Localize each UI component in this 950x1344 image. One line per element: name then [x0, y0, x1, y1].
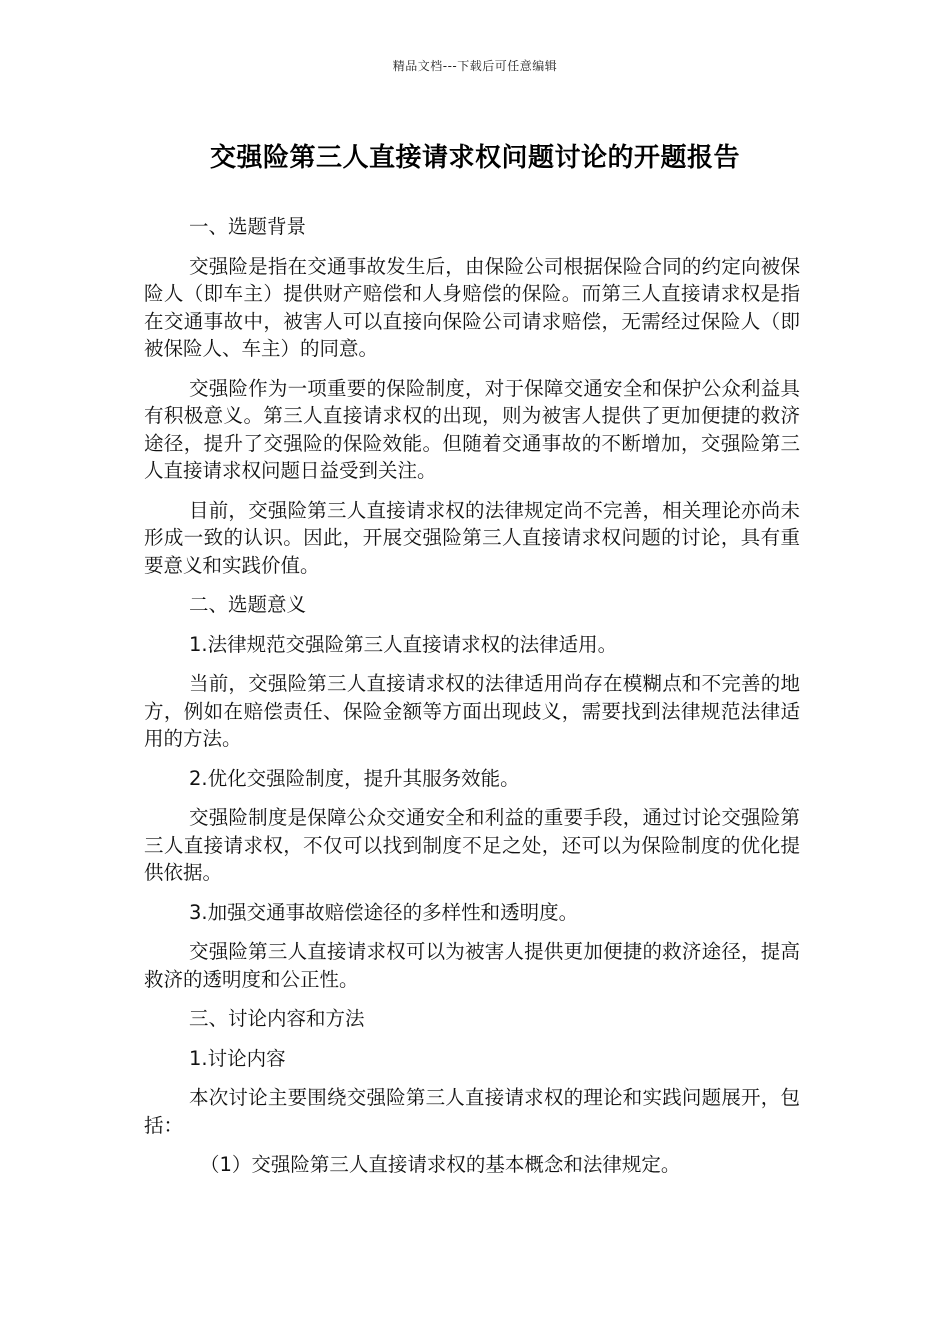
numbered-point: 1.讨论内容	[189, 1046, 286, 1070]
numbered-point: 1.法律规范交强险第三人直接请求权的法律适用。	[189, 632, 618, 656]
paragraph: 交强险是指在交通事故发生后，由保险公司根据保险合同的约定向被保险人（即车主）提供财产赔偿和人身赔偿的保险。而第三人直接请求权是指在交通事故中，被害人可以直接向保险公司请求赔偿，无需经过保险人（即被保险人、车主）的同意。	[144, 254, 800, 360]
document-title: 交强险第三人直接请求权问题讨论的开题报告	[209, 143, 740, 173]
page-header: 精品文档---下载后可任意编辑	[392, 59, 558, 73]
numbered-point: 3.加强交通事故赔偿途径的多样性和透明度。	[189, 900, 579, 924]
section-heading-content-method: 三、讨论内容和方法	[189, 1007, 365, 1030]
numbered-point: 2.优化交强险制度，提升其服务效能。	[189, 766, 520, 790]
section-heading-significance: 二、选题意义	[189, 593, 307, 616]
paragraph: 目前，交强险第三人直接请求权的法律规定尚不完善，相关理论亦尚未形成一致的认识。因此，开展交强险第三人直接请求权问题的讨论，具有重要意义和实践价值。	[144, 498, 800, 577]
section-heading-background: 一、选题背景	[189, 215, 307, 238]
list-item: （1）交强险第三人直接请求权的基本概念和法律规定。	[200, 1153, 681, 1176]
paragraph: 当前，交强险第三人直接请求权的法律适用尚存在模糊点和不完善的地方，例如在赔偿责任、保险金额等方面出现歧义，需要找到法律规范法律适用的方法。	[144, 672, 800, 750]
paragraph: 交强险作为一项重要的保险制度，对于保障交通安全和保护公众利益具有积极意义。第三人直接请求权的出现，则为被害人提供了更加便捷的救济途径，提升了交强险的保险效能。但随着交通事故的不断增加，交强险第三人直接请求权问题日益受到关注。	[144, 376, 800, 482]
document-body	[144, 213, 800, 1191]
paragraph: 交强险第三人直接请求权可以为被害人提供更加便捷的救济途径，提高救济的透明度和公正性。	[144, 940, 800, 991]
paragraph: 交强险制度是保障公众交通安全和利益的重要手段，通过讨论交强险第三人直接请求权，不仅可以找到制度不足之处，还可以为保险制度的优化提供依据。	[144, 806, 800, 884]
paragraph: 本次讨论主要围绕交强险第三人直接请求权的理论和实践问题展开，包括：	[144, 1086, 800, 1137]
